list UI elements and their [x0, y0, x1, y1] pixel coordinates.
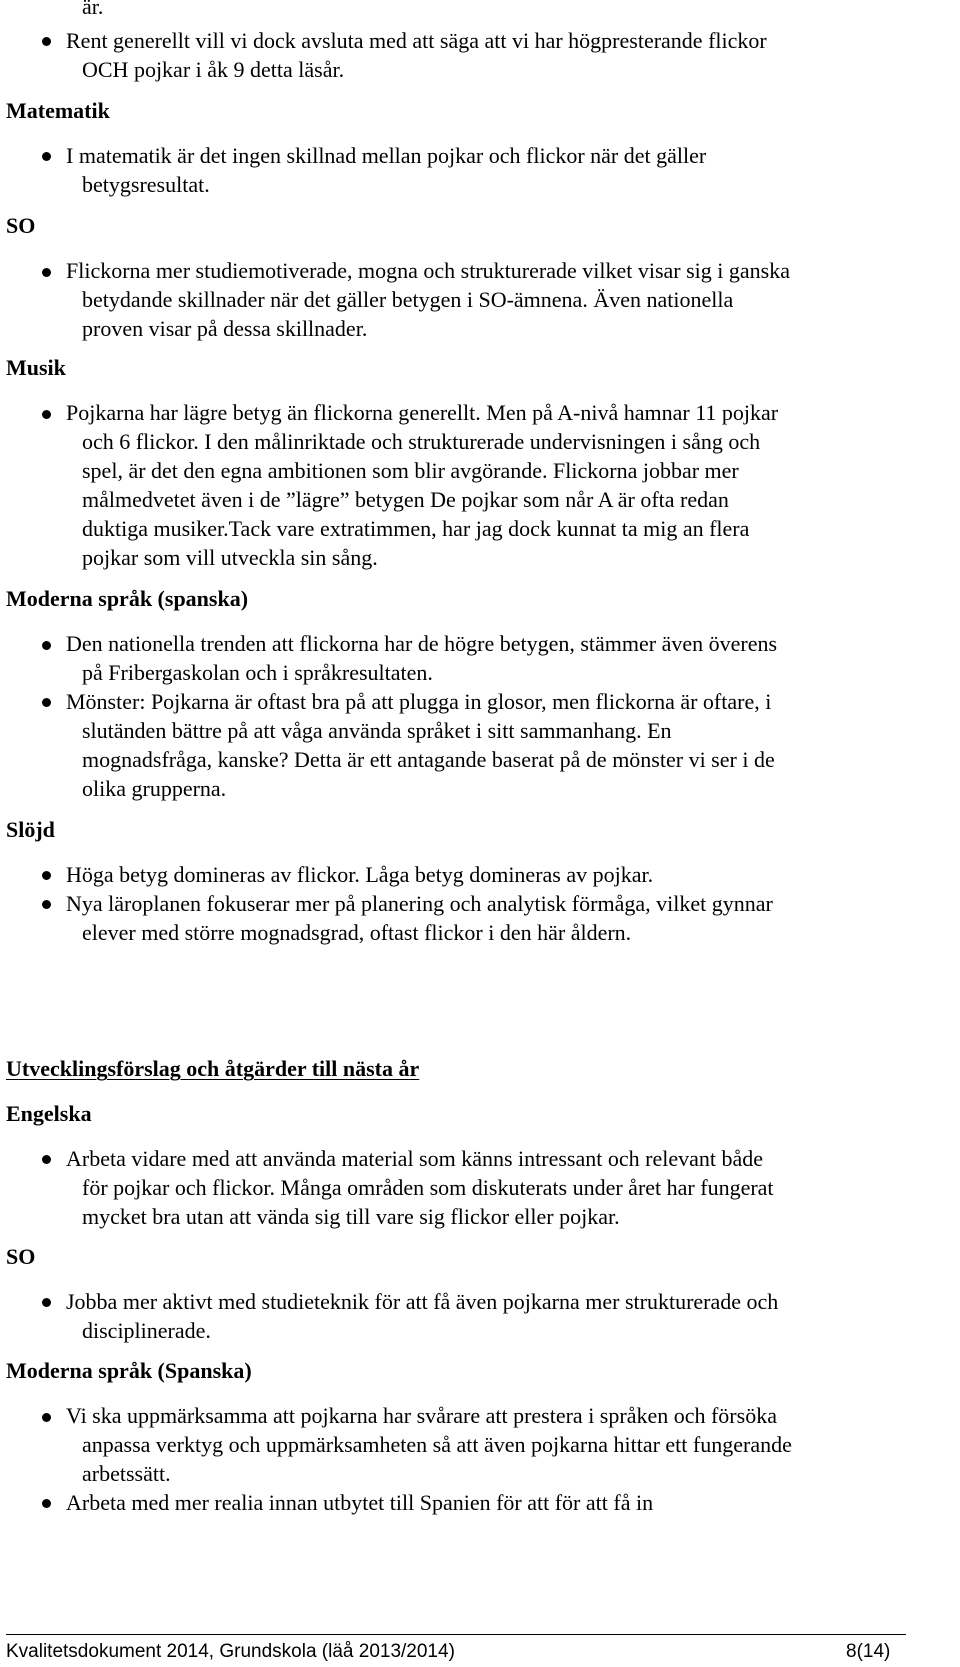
section-heading-moderna-sprak: Moderna språk (spanska)	[6, 586, 249, 611]
text-line: betygsresultat.	[82, 172, 210, 197]
text-line: olika grupperna.	[82, 776, 227, 801]
text-line: disciplinerade.	[82, 1318, 211, 1343]
text-line: anpassa verktyg och uppmärksamheten så att även pojkarna hittar ett fungerande	[82, 1432, 792, 1457]
footer-page-number: 8(14)	[846, 1641, 891, 1662]
section-heading-so: SO	[6, 1244, 36, 1269]
bullet-icon	[42, 37, 51, 46]
text-line: duktiga musiker.Tack vare extratimmen, har jag dock kunnat ta mig an flera	[82, 516, 750, 541]
text-line: spel, är det den egna ambitionen som blir avgörande. Flickorna jobbar mer	[82, 458, 739, 483]
text-line: Rent generellt vill vi dock avsluta med att säga att vi har högpresterande flickor	[66, 28, 767, 53]
section-heading-moderna-sprak: Moderna språk (Spanska)	[6, 1358, 252, 1383]
text-line: mycket bra utan att vända sig till vare sig flickor eller pojkar.	[82, 1204, 620, 1229]
text-line: mognadsfråga, kanske? Detta är ett antagande baserat på de mönster vi ser i de	[82, 747, 775, 772]
text-line: och 6 flickor. I den målinriktade och strukturerade undervisningen i sång och	[82, 429, 761, 454]
footer-document-title: Kvalitetsdokument 2014, Grundskola (läå 2013/2014)	[6, 1641, 455, 1662]
text-line: målmedvetet även i de ”lägre” betygen De pojkar som når A är ofta redan	[82, 487, 729, 512]
text-line: är.	[82, 0, 104, 19]
text-line: OCH pojkar i åk 9 detta läsår.	[82, 57, 345, 82]
text-line: Mönster: Pojkarna är oftast bra på att plugga in glosor, men flickorna är oftare, i	[66, 689, 772, 714]
text-line: för pojkar och flickor. Många områden som diskuterats under året har fungerat	[82, 1175, 774, 1200]
bullet-icon	[42, 1298, 51, 1307]
text-line: proven visar på dessa skillnader.	[82, 316, 368, 341]
text-line: Pojkarna har lägre betyg än flickorna generellt. Men på A-nivå hamnar 11 pojkar	[66, 400, 779, 425]
bullet-icon	[42, 1413, 51, 1422]
bullet-icon	[42, 1499, 51, 1508]
bullet-icon	[42, 641, 51, 650]
bullet-icon	[42, 152, 51, 161]
text-line: I matematik är det ingen skillnad mellan pojkar och flickor när det gäller	[66, 143, 707, 168]
bullet-icon	[42, 698, 51, 707]
section-heading-slojd: Slöjd	[6, 817, 55, 842]
text-line: Höga betyg domineras av flickor. Låga betyg domineras av pojkar.	[66, 862, 654, 887]
bullet-icon	[42, 268, 51, 277]
text-line: betydande skillnader när det gäller betygen i SO-ämnena. Även nationella	[82, 287, 734, 312]
text-line: Nya läroplanen fokuserar mer på planering och analytisk förmåga, vilket gynnar	[66, 891, 773, 916]
bullet-icon	[42, 1155, 51, 1164]
footer-divider	[6, 1634, 906, 1635]
text-line: arbetssätt.	[82, 1461, 171, 1486]
text-line: Den nationella trenden att flickorna har de högre betygen, stämmer även överens	[66, 631, 778, 656]
text-line: Arbeta med mer realia innan utbytet till Spanien för att för att få in	[66, 1490, 654, 1515]
section-heading-engelska: Engelska	[6, 1101, 92, 1126]
text-line: Flickorna mer studiemotiverade, mogna och strukturerade vilket visar sig i ganska	[66, 258, 790, 283]
text-line: pojkar som vill utveckla sin sång.	[82, 545, 378, 570]
section-heading-so: SO	[6, 213, 36, 238]
section-heading-musik: Musik	[6, 355, 66, 380]
text-line: Arbeta vidare med att använda material som känns intressant och relevant både	[66, 1146, 764, 1171]
bullet-icon	[42, 900, 51, 909]
section-heading-matematik: Matematik	[6, 98, 110, 123]
text-line: Jobba mer aktivt med studieteknik för att få även pojkarna mer strukturerade och	[66, 1289, 779, 1314]
bullet-icon	[42, 871, 51, 880]
text-line: på Fribergaskolan och i språkresultaten.	[82, 660, 433, 685]
bullet-icon	[42, 410, 51, 419]
text-line: elever med större mognadsgrad, oftast flickor i den här åldern.	[82, 920, 632, 945]
text-line: slutänden bättre på att våga använda språket i sitt sammanhang. En	[82, 718, 672, 743]
section-heading-utvecklingsforslag: Utvecklingsförslag och åtgärder till nästa år	[6, 1056, 420, 1081]
text-line: Vi ska uppmärksamma att pojkarna har svårare att prestera i språken och försöka	[66, 1403, 777, 1428]
